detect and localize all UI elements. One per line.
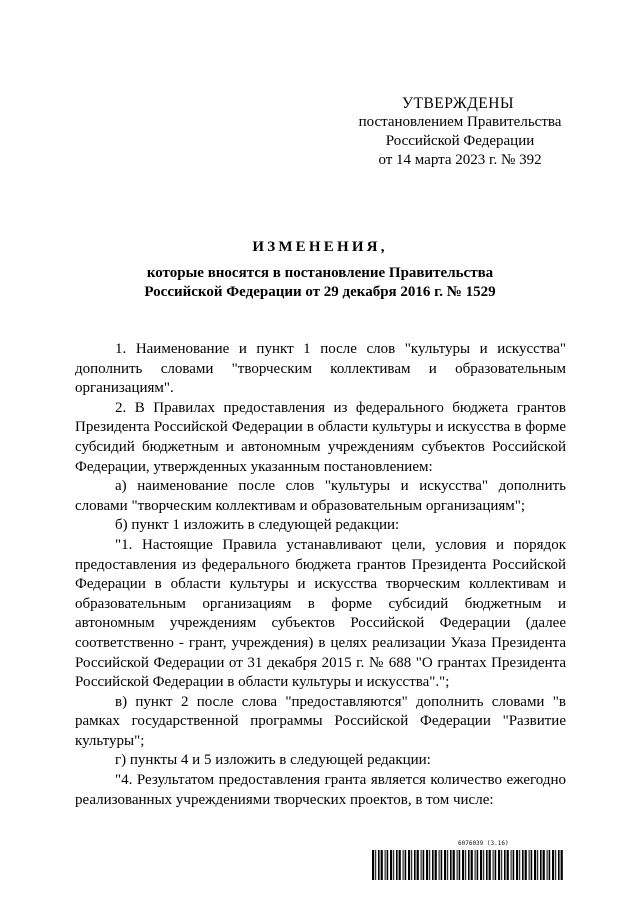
approval-line-2: Российской Федерации	[385, 133, 535, 149]
paragraph-1: 1. Наименование и пункт 1 после слов "культуры и искусства" дополнить словами "творческим коллективам и образовательным организациям".	[75, 341, 566, 397]
document-title	[75, 238, 565, 303]
barcode-label: 6076039 (3.16)	[458, 840, 509, 847]
title-sub-2: Российской Федерации от 29 декабря 2016 г. № 1529	[144, 284, 496, 300]
barcode	[372, 850, 564, 880]
document-body	[75, 340, 566, 810]
title-main: ИЗМЕНЕНИЯ,	[252, 239, 388, 255]
title-sub-1: которые вносятся в постановление Правительства	[146, 264, 494, 281]
approval-line-1: постановлением Правительства	[358, 114, 562, 130]
approval-stamp	[330, 94, 590, 170]
approval-line-3: от 14 марта 2023 г. № 392	[378, 152, 542, 168]
paragraph-7: г) пункты 4 и 5 изложить в следующей редакции:	[115, 752, 431, 769]
paragraph-2: 2. В Правилах предоставления из федерального бюджета грантов Президента Российской Федерации в области культуры и искусства в форме субсидий бюджетным и автономным учреждениям субъектов Российской Федерации, утвержденных указанным постановлением:	[75, 399, 566, 475]
approval-heading: УТВЕРЖДЕНЫ	[402, 95, 514, 112]
paragraph-6: в) пункт 2 после слова "предоставляются" дополнить словами "в рамках государственной программы Российской Федерации "Развитие культуры";	[75, 693, 566, 749]
paragraph-8: "4. Результатом предоставления гранта является количество ежегодно реализованных учреждениями творческих проектов, в том числе:	[75, 772, 566, 808]
paragraph-3: а) наименование после слов "культуры и искусства" дополнить словами "творческим коллективам и образовательным организациям";	[75, 478, 566, 514]
paragraph-5: "1. Настоящие Правила устанавливают цели, условия и порядок предоставления из федерального бюджета грантов Президента Российской Федерации в области культуры и искусства творческим коллективам и образовательным организациям в форме субсидий бюджетным и автономным учреждениям субъектов Российской Федерации (далее соответственно - грант, учреждения) в целях реализации Указа Президента Российской Федерации от 31 декабря 2015 г. № 688 "О грантах Президента Российской Федерации в области культуры и искусства".";	[75, 536, 566, 691]
paragraph-4: б) пункт 1 изложить в следующей редакции:	[115, 517, 400, 534]
